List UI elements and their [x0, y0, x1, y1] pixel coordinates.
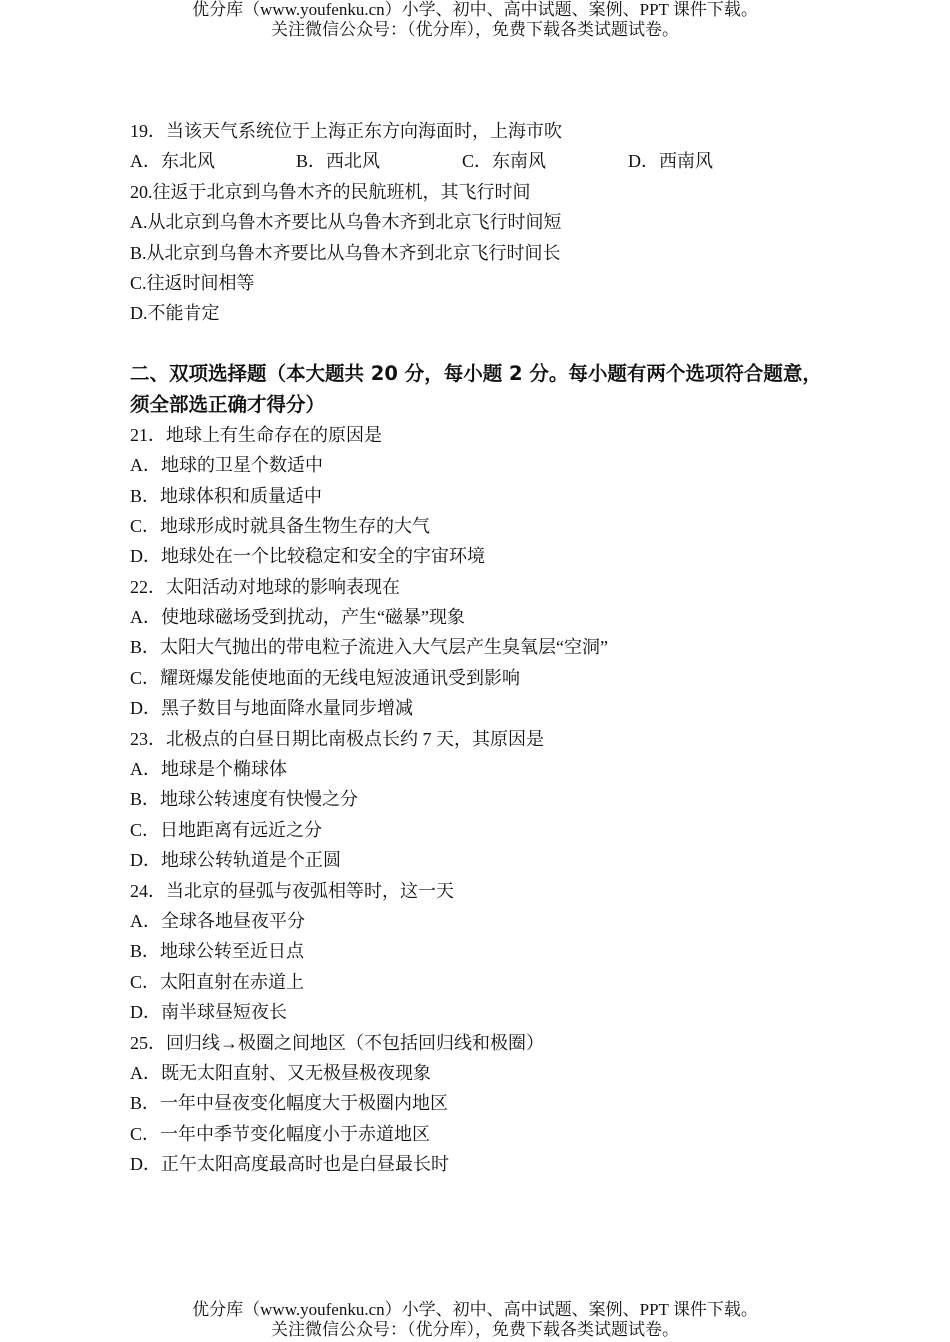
option-c: C.往返时间相等 — [130, 272, 255, 293]
option-a: A.从北京到乌鲁木齐要比从乌鲁木齐到北京飞行时间短 — [130, 212, 562, 233]
option-d: D．地球公转轨道是个正圆 — [130, 850, 341, 871]
option-b: B.从北京到乌鲁木齐要比从乌鲁木齐到北京飞行时间长 — [130, 242, 561, 263]
option-a: A．全球各地昼夜平分 — [130, 910, 305, 931]
option-c: C．耀斑爆发能使地面的无线电短波通讯受到影响 — [130, 667, 521, 688]
question-20 — [130, 177, 830, 329]
header-line-2: 关注微信公众号：（优分库），免费下载各类试题试卷。 — [271, 20, 679, 39]
option-b: B．太阳大气抛出的带电粒子流进入大气层产生臭氧层“空洞” — [130, 637, 608, 658]
option-a: A．地球的卫星个数适中 — [130, 455, 323, 476]
option-b: B．西北风 — [296, 151, 381, 172]
question-stem: 20.往返于北京到乌鲁木齐的民航班机，其飞行时间 — [130, 181, 531, 202]
option-a: A．使地球磁场受到扰动，产生“磁暴”现象 — [130, 607, 465, 628]
question-23 — [130, 724, 830, 876]
option-c: C．一年中季节变化幅度小于赤道地区 — [130, 1123, 431, 1144]
option-c: C．地球形成时就具备生物生存的大气 — [130, 515, 431, 536]
option-b: B．一年中昼夜变化幅度大于极圈内地区 — [130, 1093, 449, 1114]
option-c: C．东南风 — [462, 151, 547, 172]
option-d: D.不能肯定 — [130, 303, 220, 324]
question-stem: 22．太阳活动对地球的影响表现在 — [130, 576, 400, 597]
option-c: C．太阳直射在赤道上 — [130, 971, 305, 992]
section-title: 二、双项选择题（本大题共 20 分，每小题 2 分。每小题有两个选项符合题意，须全部选正确才得分） — [130, 361, 822, 416]
option-d: D．南半球昼短夜长 — [130, 1002, 287, 1023]
option-c: C．日地距离有远近之分 — [130, 819, 323, 840]
question-24 — [130, 876, 830, 1028]
page-header — [0, 0, 950, 40]
question-22 — [130, 572, 830, 724]
option-d: D．黑子数目与地面降水量同步增减 — [130, 698, 413, 719]
document-body — [130, 116, 830, 1180]
option-d: D．地球处在一个比较稳定和安全的宇宙环境 — [130, 546, 485, 567]
footer-line-1: 优分库（www.youfenku.cn）小学、初中、高中试题、案例、PPT 课件下载。 — [192, 1300, 758, 1319]
question-stem: 23．北极点的白昼日期比南极点长约 7 天，其原因是 — [130, 728, 544, 749]
option-row — [130, 146, 830, 176]
question-stem: 21．地球上有生命存在的原因是 — [130, 424, 382, 445]
option-b: B．地球体积和质量适中 — [130, 485, 323, 506]
option-a: A．既无太阳直射、又无极昼极夜现象 — [130, 1062, 431, 1083]
option-d: D．西南风 — [628, 151, 713, 172]
question-stem: 24．当北京的昼弧与夜弧相等时，这一天 — [130, 880, 454, 901]
header-line-1: 优分库（www.youfenku.cn）小学、初中、高中试题、案例、PPT 课件下载。 — [192, 0, 758, 19]
footer-line-2: 关注微信公众号：（优分库），免费下载各类试题试卷。 — [271, 1320, 679, 1339]
question-stem: 19．当该天气系统位于上海正东方向海面时，上海市吹 — [130, 121, 562, 141]
question-19 — [130, 116, 830, 177]
option-b: B．地球公转至近日点 — [130, 941, 305, 962]
question-21 — [130, 420, 830, 572]
option-a: A．地球是个椭球体 — [130, 759, 287, 780]
page-footer — [0, 1300, 950, 1340]
option-a: A．东北风 — [130, 151, 215, 172]
question-25 — [130, 1028, 830, 1180]
question-stem: 25．回归线→极圈之间地区（不包括回归线和极圈） — [130, 1032, 544, 1053]
option-b: B．地球公转速度有快慢之分 — [130, 789, 359, 810]
option-d: D．正午太阳高度最高时也是白昼最长时 — [130, 1154, 449, 1175]
